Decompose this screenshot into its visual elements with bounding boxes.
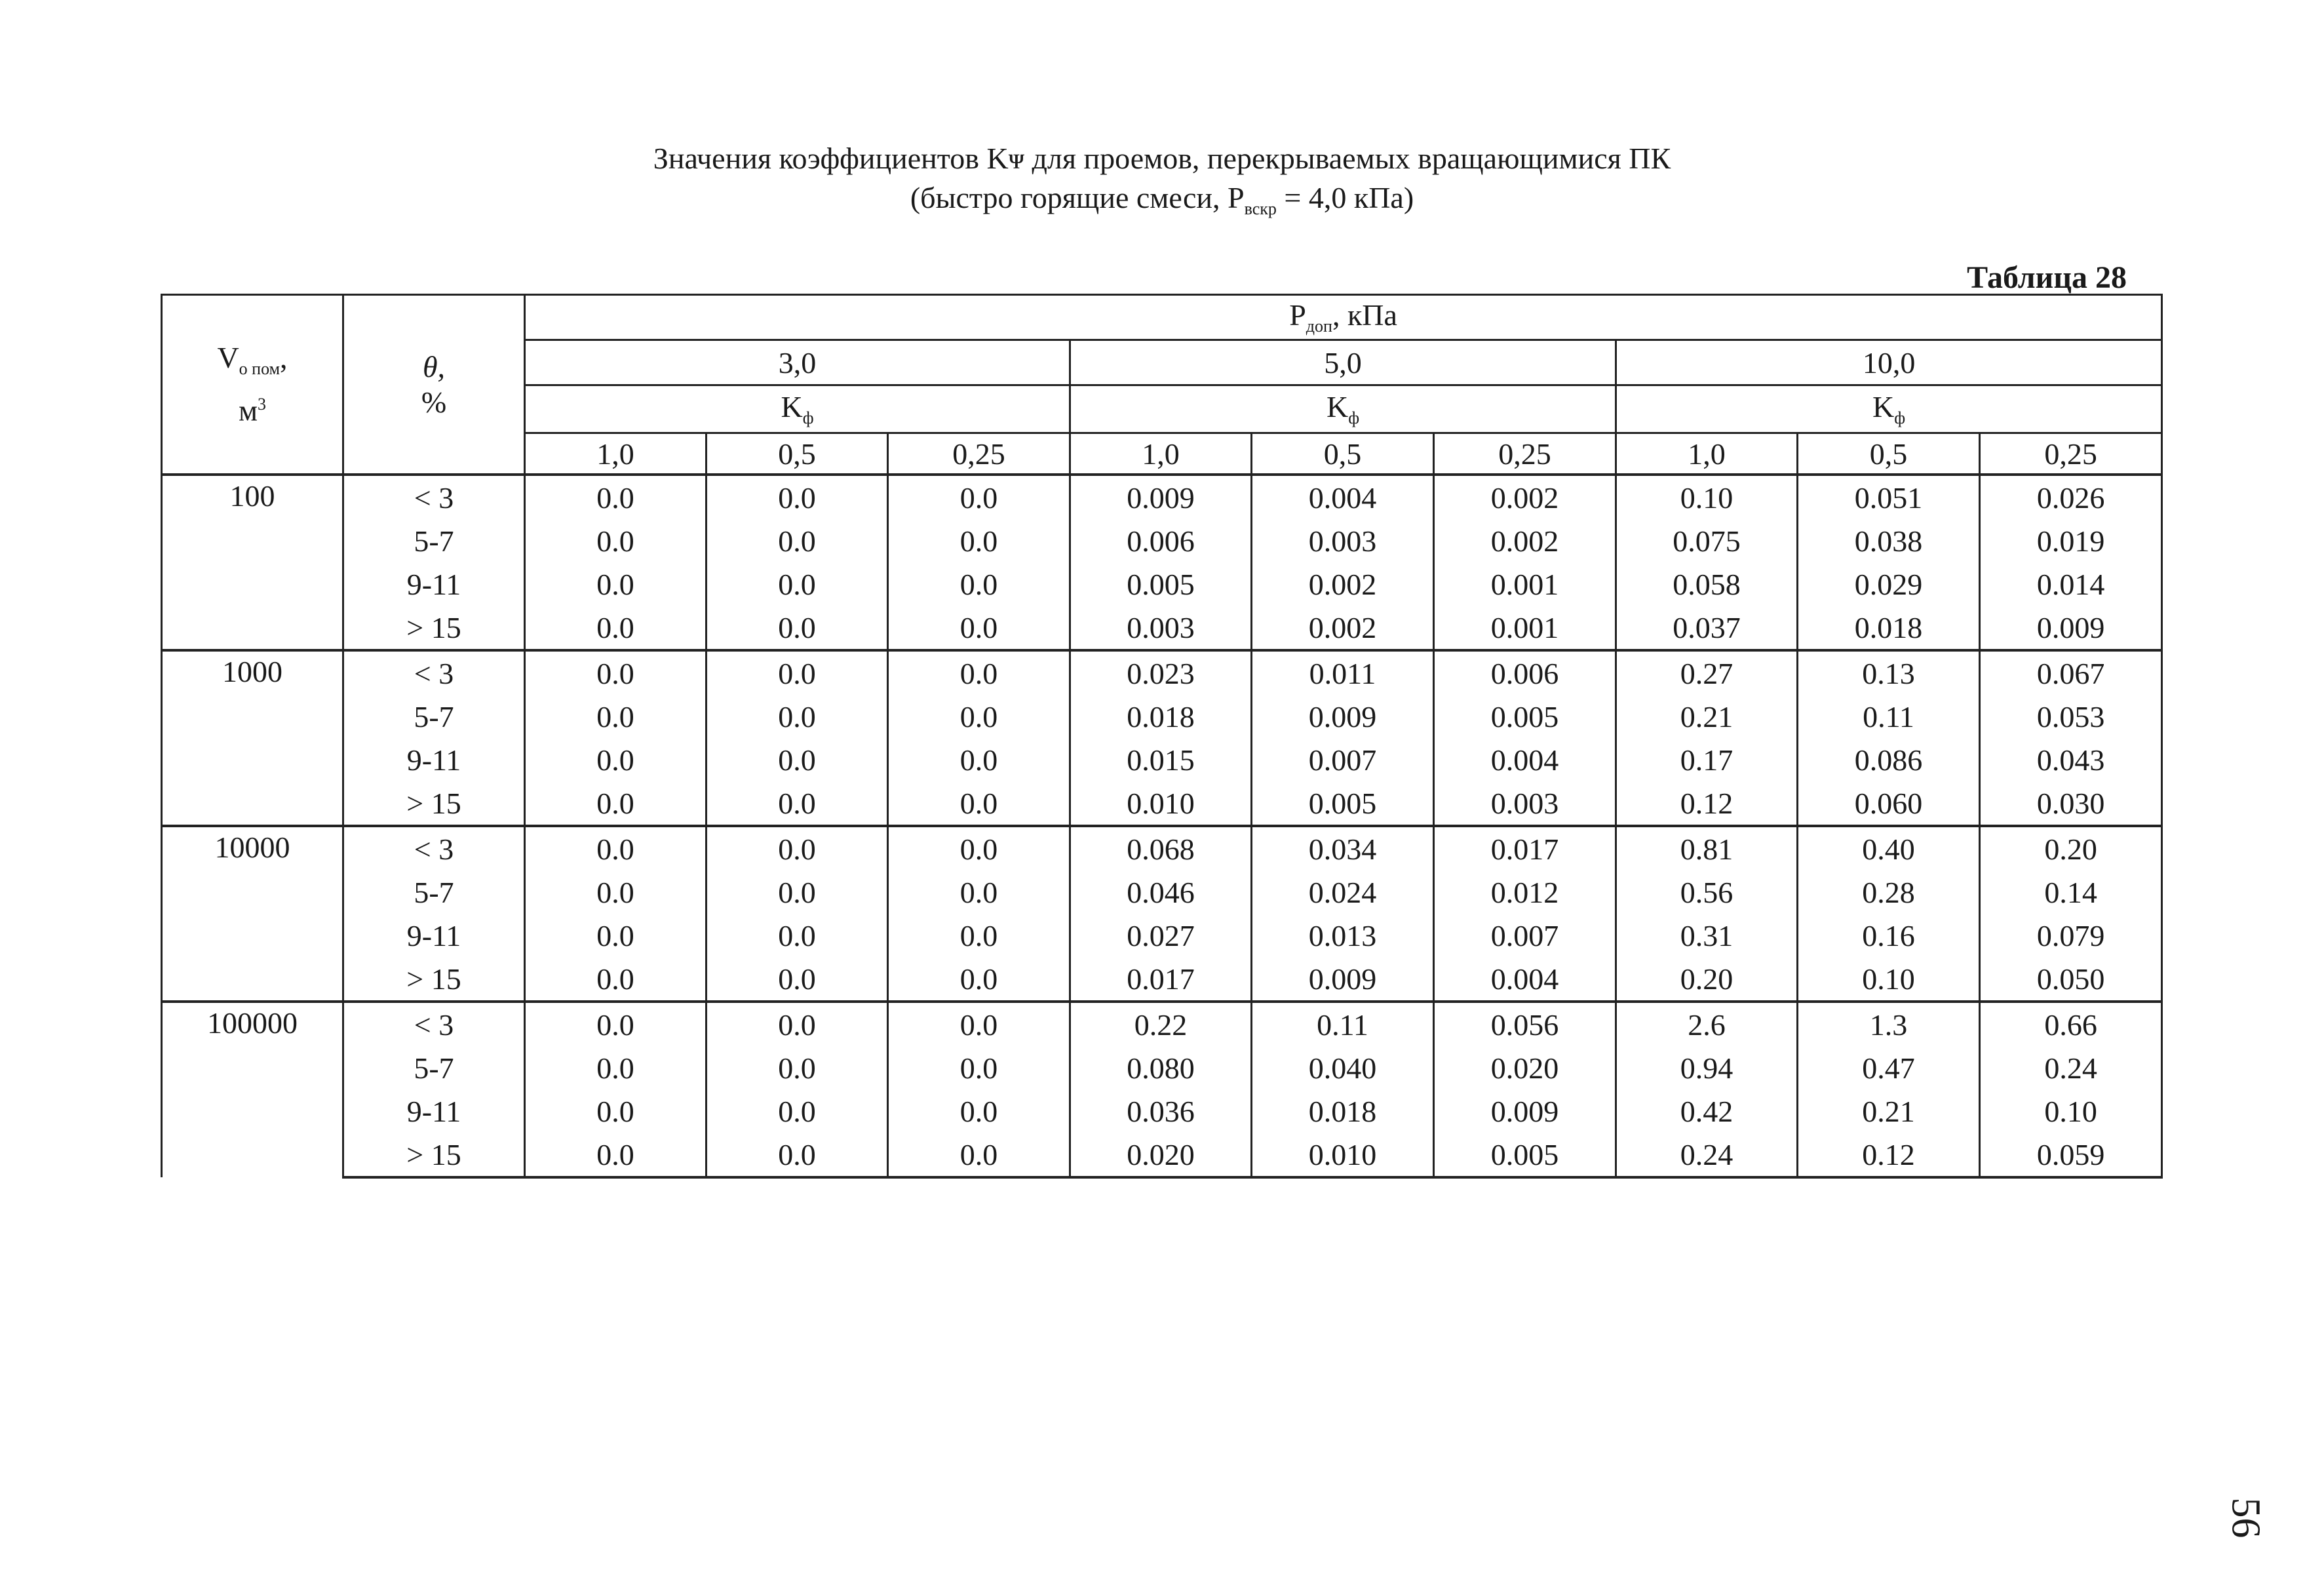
header-theta [343,295,525,475]
value-cell: 0.0 [888,871,1070,914]
value-cell: 0.075 [1616,519,1798,562]
value-cell: 0.014 [1980,562,2162,606]
value-cell: 0.24 [1616,1133,1798,1177]
header-k-symbol: K [1326,390,1349,424]
value-cell: 0.004 [1434,957,1616,1002]
value-cell: 0.019 [1980,519,2162,562]
value-cell: 0.037 [1616,606,1798,650]
header-volume [162,295,343,475]
header-k-symbol: K [781,390,803,424]
value-cell: 2.6 [1616,1002,1798,1046]
table-row [162,650,2162,695]
value-cell: 0.002 [1252,606,1434,650]
value-cell: 0.0 [888,519,1070,562]
value-cell: 0.0 [707,519,888,562]
header-volume-comma: , [280,341,288,375]
theta-cell: < 3 [343,475,525,519]
value-cell: 0.020 [1434,1046,1616,1089]
value-cell: 0.086 [1798,738,1980,781]
value-cell: 0.13 [1798,650,1980,695]
header-k-value: 1,0 [1070,433,1252,475]
title-line-2 [0,178,2324,229]
table-number-label: Таблица 28 [1967,260,2127,295]
value-cell: 0.0 [888,1002,1070,1046]
table-row [162,1002,2162,1046]
value-cell: 0.005 [1434,1133,1616,1177]
value-cell: 0.006 [1070,519,1252,562]
value-cell: 0.0 [888,562,1070,606]
title-line-1: Значения коэффициентов Kᴪ для проемов, перекрываемых вращающимися ПК [653,142,1671,175]
value-cell: 0.004 [1434,738,1616,781]
value-cell: 0.001 [1434,562,1616,606]
value-cell: 0.060 [1798,781,1980,826]
value-cell: 0.020 [1070,1133,1252,1177]
value-cell: 0.018 [1070,695,1252,738]
value-cell: 0.004 [1252,475,1434,519]
value-cell: 0.080 [1070,1046,1252,1089]
value-cell: 0.24 [1980,1046,2162,1089]
value-cell: 0.0 [525,650,707,695]
header-k-value: 1,0 [525,433,707,475]
value-cell: 0.024 [1252,871,1434,914]
value-cell: 0.050 [1980,957,2162,1002]
value-cell: 0.0 [707,826,888,871]
header-k-value: 0,25 [1434,433,1616,475]
table-row [162,871,2162,914]
value-cell: 0.16 [1798,914,1980,957]
theta-cell: 5-7 [343,871,525,914]
value-cell: 0.009 [1252,957,1434,1002]
value-cell: 0.12 [1798,1133,1980,1177]
value-cell: 0.11 [1798,695,1980,738]
header-theta-unit: % [421,385,447,419]
value-cell: 0.010 [1070,781,1252,826]
value-cell: 0.018 [1252,1089,1434,1133]
theta-cell: < 3 [343,1002,525,1046]
value-cell: 0.0 [525,475,707,519]
header-pressure-sub: доп [1306,317,1332,336]
volume-cell: 100000 [162,1002,343,1177]
value-cell: 0.005 [1070,562,1252,606]
theta-cell: > 15 [343,957,525,1002]
header-k-symbol: K [1872,390,1895,424]
value-cell: 0.007 [1252,738,1434,781]
value-cell: 0.036 [1070,1089,1252,1133]
value-cell: 0.0 [707,871,888,914]
value-cell: 0.056 [1434,1002,1616,1046]
value-cell: 0.002 [1252,562,1434,606]
value-cell: 0.0 [525,519,707,562]
header-k-value: 1,0 [1616,433,1798,475]
theta-cell: > 15 [343,781,525,826]
value-cell: 0.018 [1798,606,1980,650]
value-cell: 0.0 [707,1002,888,1046]
value-cell: 0.0 [888,475,1070,519]
value-cell: 0.0 [525,562,707,606]
value-cell: 0.22 [1070,1002,1252,1046]
table-row [162,1089,2162,1133]
value-cell: 0.0 [888,1133,1070,1177]
value-cell: 0.023 [1070,650,1252,695]
table-row [162,562,2162,606]
value-cell: 0.009 [1252,695,1434,738]
value-cell: 0.0 [707,1133,888,1177]
value-cell: 0.28 [1798,871,1980,914]
value-cell: 0.058 [1616,562,1798,606]
value-cell: 0.002 [1434,475,1616,519]
value-cell: 0.27 [1616,650,1798,695]
value-cell: 0.012 [1434,871,1616,914]
value-cell: 0.0 [525,1002,707,1046]
value-cell: 0.10 [1616,475,1798,519]
value-cell: 0.0 [525,606,707,650]
value-cell: 0.046 [1070,871,1252,914]
value-cell: 0.10 [1980,1089,2162,1133]
table-row [162,781,2162,826]
theta-cell: 5-7 [343,1046,525,1089]
value-cell: 0.029 [1798,562,1980,606]
value-cell: 0.0 [525,1046,707,1089]
table-row [162,519,2162,562]
header-volume-sub: о пом [239,359,281,379]
value-cell: 0.040 [1252,1046,1434,1089]
value-cell: 0.40 [1798,826,1980,871]
value-cell: 0.0 [888,738,1070,781]
value-cell: 0.0 [888,826,1070,871]
value-cell: 0.034 [1252,826,1434,871]
header-k-value: 0,5 [1252,433,1434,475]
value-cell: 1.3 [1798,1002,1980,1046]
value-cell: 0.0 [707,1046,888,1089]
header-k-value: 0,25 [1980,433,2162,475]
title-line-2-sub: вскр [1244,199,1277,219]
value-cell: 0.0 [525,695,707,738]
value-cell: 0.026 [1980,475,2162,519]
header-k-value: 0,5 [707,433,888,475]
value-cell: 0.009 [1434,1089,1616,1133]
value-cell: 0.21 [1798,1089,1980,1133]
value-cell: 0.10 [1798,957,1980,1002]
table-row [162,606,2162,650]
theta-cell: 9-11 [343,738,525,781]
header-volume-unit: м [238,393,258,427]
theta-cell: 9-11 [343,562,525,606]
volume-cell: 100 [162,475,343,650]
table-row [162,695,2162,738]
value-cell: 0.0 [525,738,707,781]
value-cell: 0.0 [707,695,888,738]
value-cell: 0.31 [1616,914,1798,957]
value-cell: 0.079 [1980,914,2162,957]
header-k-sub: ф [1348,408,1360,428]
value-cell: 0.003 [1434,781,1616,826]
header-k [525,385,1070,433]
value-cell: 0.051 [1798,475,1980,519]
value-cell: 0.017 [1070,957,1252,1002]
value-cell: 0.0 [888,695,1070,738]
header-volume-unit-sup: 3 [258,395,267,414]
value-cell: 0.027 [1070,914,1252,957]
value-cell: 0.009 [1070,475,1252,519]
value-cell: 0.14 [1980,871,2162,914]
value-cell: 0.043 [1980,738,2162,781]
title-line-2-suffix: = 4,0 кПа) [1276,181,1414,214]
header-k [1070,385,1616,433]
value-cell: 0.0 [707,914,888,957]
value-cell: 0.003 [1070,606,1252,650]
value-cell: 0.030 [1980,781,2162,826]
value-cell: 0.17 [1616,738,1798,781]
value-cell: 0.0 [707,1089,888,1133]
value-cell: 0.068 [1070,826,1252,871]
theta-cell: > 15 [343,606,525,650]
header-pressure [525,295,2162,340]
value-cell: 0.0 [888,1089,1070,1133]
value-cell: 0.21 [1616,695,1798,738]
value-cell: 0.11 [1252,1002,1434,1046]
value-cell: 0.059 [1980,1133,2162,1177]
theta-cell: 5-7 [343,695,525,738]
value-cell: 0.009 [1980,606,2162,650]
value-cell: 0.015 [1070,738,1252,781]
value-cell: 0.20 [1980,826,2162,871]
volume-cell: 10000 [162,826,343,1002]
value-cell: 0.0 [525,781,707,826]
value-cell: 0.0 [525,914,707,957]
header-pressure-value: 5,0 [1070,340,1616,385]
header-pressure-value: 3,0 [525,340,1070,385]
table-row [162,957,2162,1002]
value-cell: 0.0 [525,826,707,871]
theta-cell: < 3 [343,650,525,695]
value-cell: 0.006 [1434,650,1616,695]
value-cell: 0.0 [707,738,888,781]
value-cell: 0.011 [1252,650,1434,695]
header-k [1616,385,2162,433]
header-pressure-unit: , кПа [1332,298,1397,332]
title-line-2-prefix: (быстро горящие смеси, P [910,181,1245,214]
header-pressure-symbol: P [1289,298,1306,332]
table-row [162,475,2162,519]
value-cell: 0.20 [1616,957,1798,1002]
value-cell: 0.0 [707,562,888,606]
value-cell: 0.067 [1980,650,2162,695]
value-cell: 0.001 [1434,606,1616,650]
value-cell: 0.0 [525,1089,707,1133]
header-k-value: 0,5 [1798,433,1980,475]
value-cell: 0.47 [1798,1046,1980,1089]
table-row [162,914,2162,957]
theta-cell: < 3 [343,826,525,871]
header-volume-symbol: V [217,341,239,375]
value-cell: 0.0 [707,957,888,1002]
theta-cell: > 15 [343,1133,525,1177]
value-cell: 0.0 [888,650,1070,695]
value-cell: 0.053 [1980,695,2162,738]
value-cell: 0.0 [888,1046,1070,1089]
value-cell: 0.005 [1434,695,1616,738]
value-cell: 0.0 [707,606,888,650]
value-cell: 0.94 [1616,1046,1798,1089]
coefficients-table [161,294,2163,1179]
value-cell: 0.013 [1252,914,1434,957]
value-cell: 0.0 [525,1133,707,1177]
value-cell: 0.0 [888,914,1070,957]
value-cell: 0.42 [1616,1089,1798,1133]
table-row [162,1046,2162,1089]
value-cell: 0.0 [888,606,1070,650]
table-row [162,826,2162,871]
value-cell: 0.005 [1252,781,1434,826]
page-number: 56 [2223,1497,2268,1538]
value-cell: 0.0 [707,781,888,826]
value-cell: 0.038 [1798,519,1980,562]
value-cell: 0.56 [1616,871,1798,914]
value-cell: 0.007 [1434,914,1616,957]
value-cell: 0.12 [1616,781,1798,826]
theta-cell: 9-11 [343,914,525,957]
header-theta-symbol: θ, [422,349,446,383]
value-cell: 0.002 [1434,519,1616,562]
table-row [162,738,2162,781]
table-row [162,1133,2162,1177]
value-cell: 0.003 [1252,519,1434,562]
header-k-sub: ф [802,408,814,428]
value-cell: 0.017 [1434,826,1616,871]
theta-cell: 9-11 [343,1089,525,1133]
table-title [0,139,2324,229]
value-cell: 0.0 [888,781,1070,826]
theta-cell: 5-7 [343,519,525,562]
value-cell: 0.66 [1980,1002,2162,1046]
value-cell: 0.0 [707,475,888,519]
header-k-value: 0,25 [888,433,1070,475]
value-cell: 0.0 [707,650,888,695]
value-cell: 0.0 [525,871,707,914]
value-cell: 0.0 [525,957,707,1002]
value-cell: 0.0 [888,957,1070,1002]
value-cell: 0.81 [1616,826,1798,871]
header-k-sub: ф [1894,408,1906,428]
value-cell: 0.010 [1252,1133,1434,1177]
volume-cell: 1000 [162,650,343,826]
header-pressure-value: 10,0 [1616,340,2162,385]
